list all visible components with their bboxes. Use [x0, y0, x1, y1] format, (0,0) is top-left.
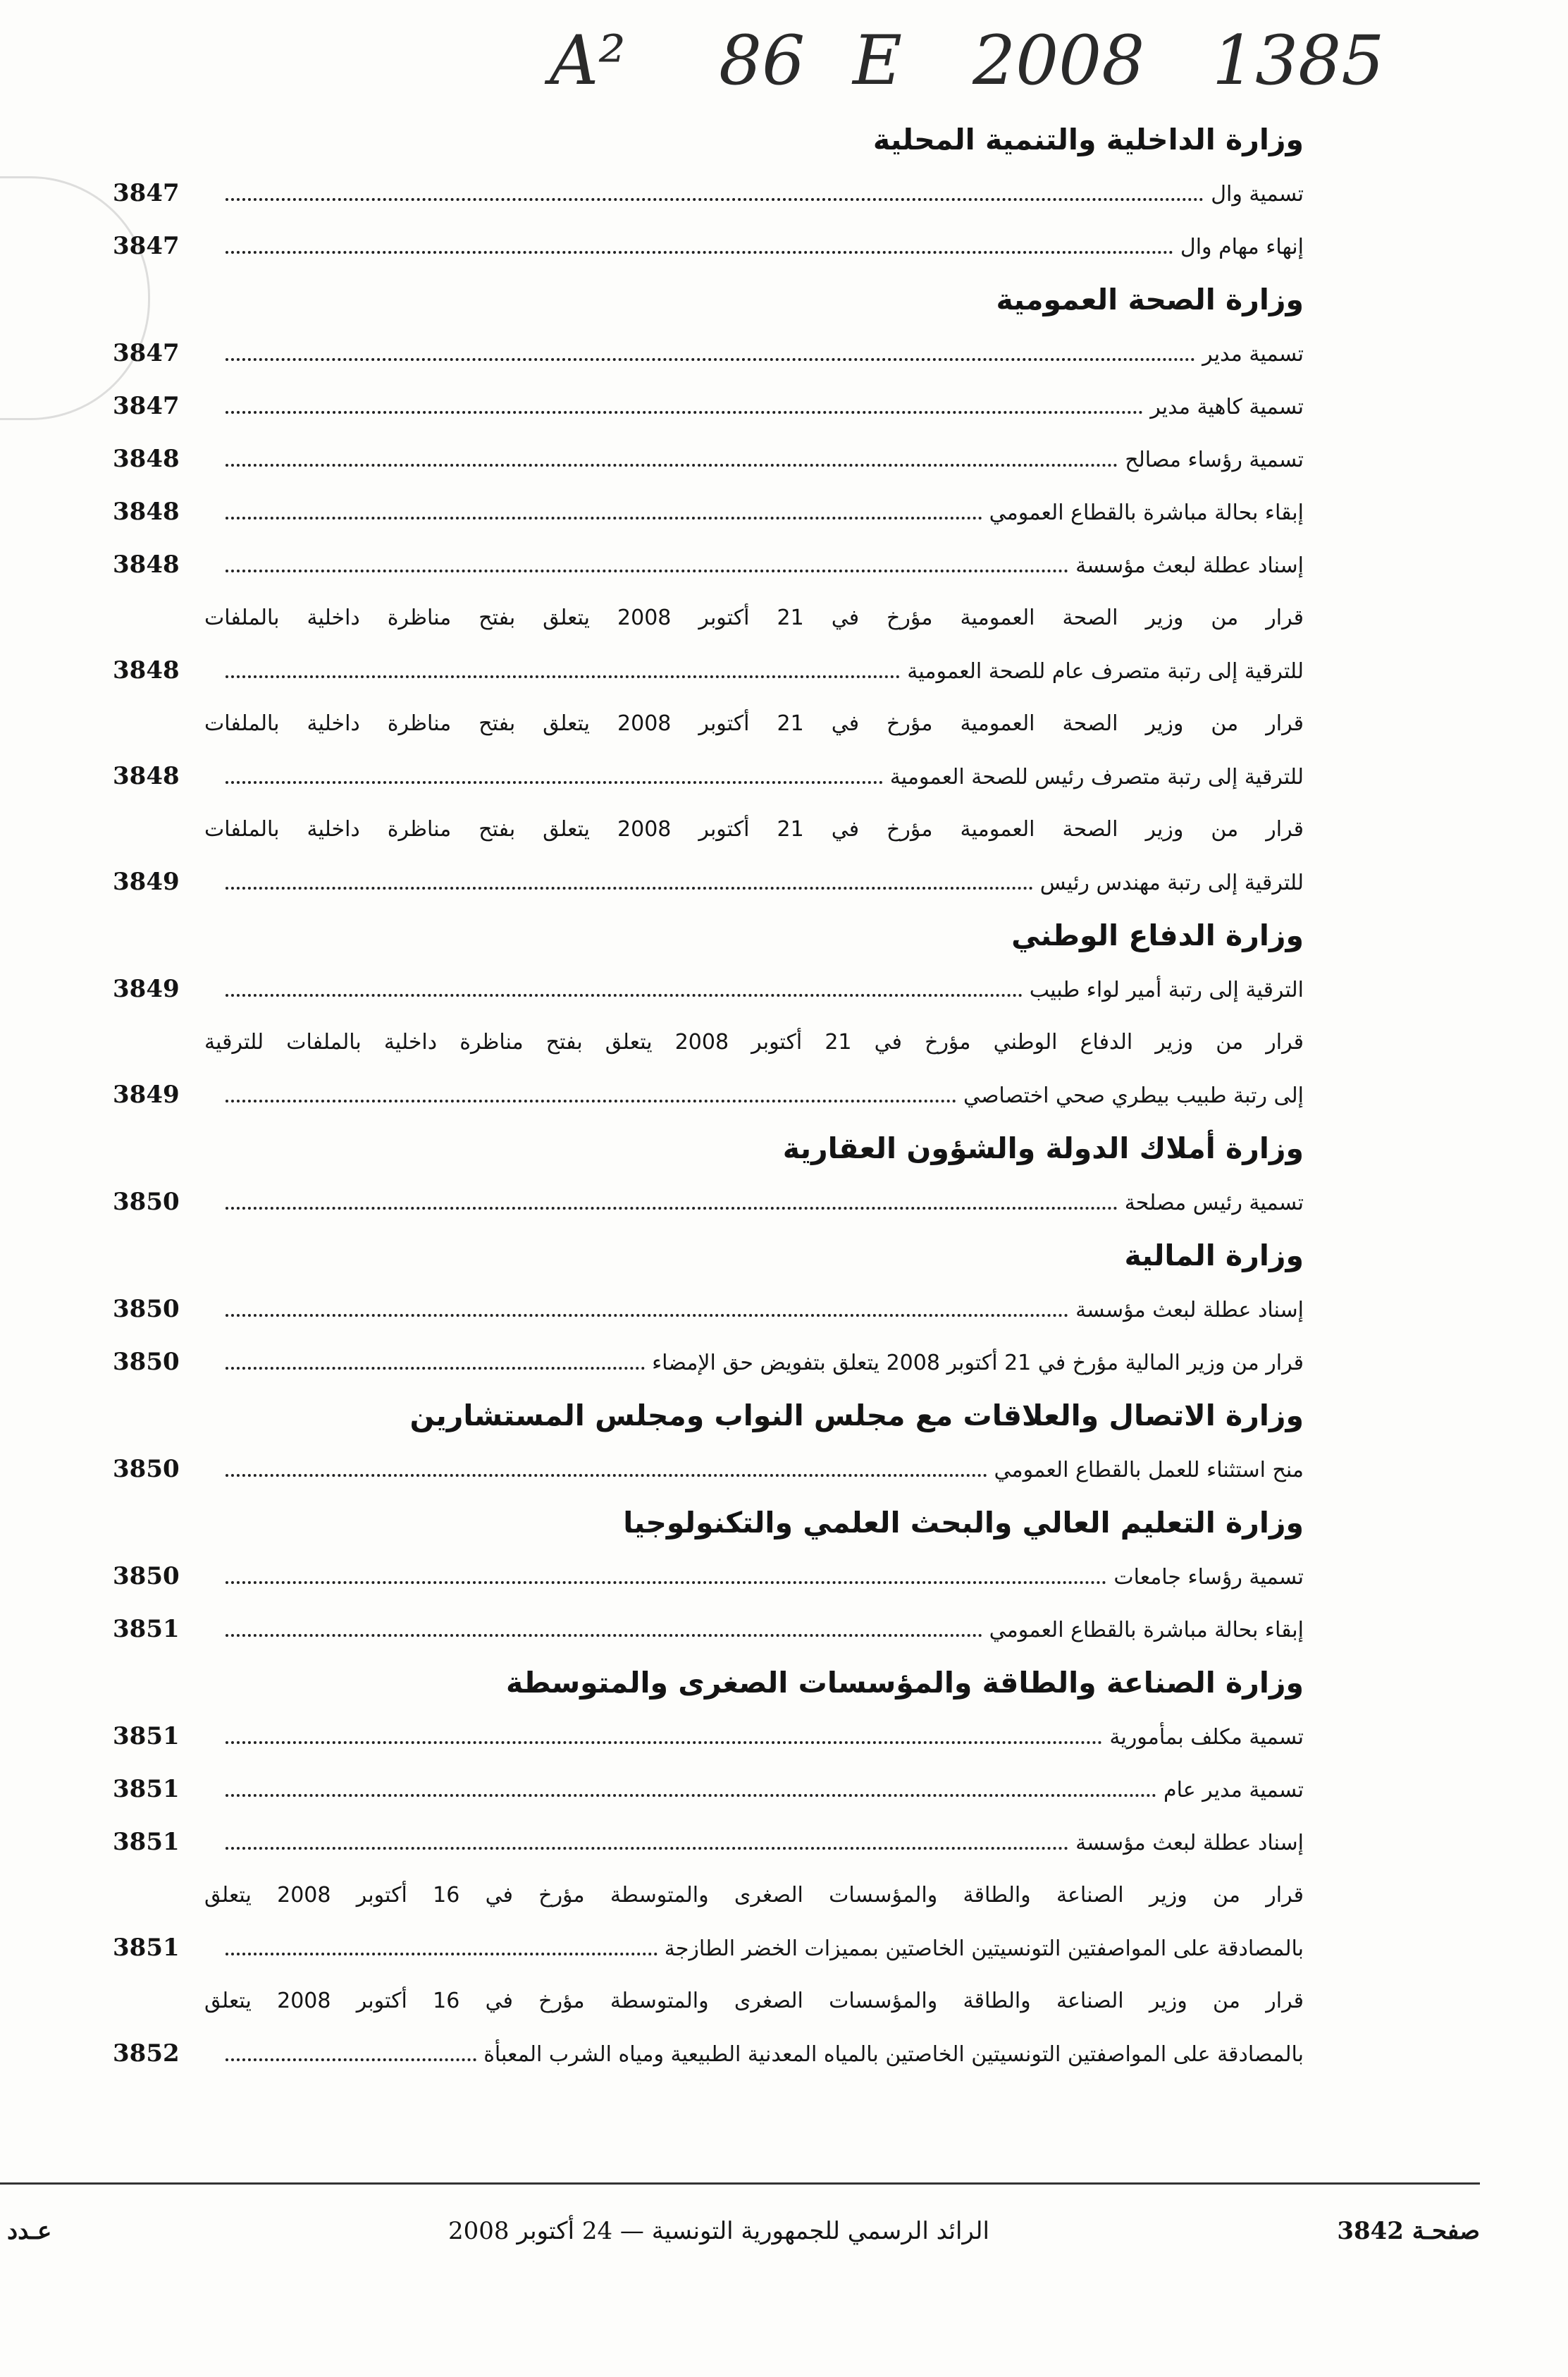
dot-leader — [226, 1741, 1102, 1744]
toc-entry-title: إسناد عطلة لبعث مؤسسة — [1075, 1298, 1304, 1322]
dot-leader — [226, 1794, 1156, 1797]
toc-entry-title: للترقية إلى رتبة متصرف رئيس للصحة العمومية — [889, 765, 1304, 790]
toc-page-number: 3848 — [113, 656, 180, 684]
dot-leader — [226, 358, 1195, 361]
toc-entry[interactable] — [113, 486, 1304, 539]
dot-leader — [226, 1474, 987, 1477]
dot-leader — [226, 1100, 956, 1102]
toc-entry-title: إسناد عطلة لبعث مؤسسة — [1075, 553, 1304, 578]
handwritten-year: 2008 — [973, 21, 1145, 100]
toc-entry-line: قرار من وزير الصناعة والطاقة والمؤسسات الصغرى والمتوسطة مؤرخ في 16 أكتوبر 2008 يتعلق — [204, 1883, 1304, 1908]
toc-entry[interactable] — [113, 963, 1304, 1016]
toc-page-number: 3847 — [113, 179, 180, 207]
toc-entry[interactable] — [113, 750, 1304, 803]
toc-page-number: 3848 — [113, 445, 180, 473]
toc-entry-line: قرار من وزير الصحة العمومية مؤرخ في 21 أكتوبر 2008 يتعلق بفتح مناظرة داخلية بالملفات — [204, 606, 1304, 630]
section-heading: وزارة أملاك الدولة والشؤون العقارية — [782, 1131, 1304, 1165]
toc-page-number: 3850 — [113, 1295, 180, 1323]
dot-leader — [226, 1314, 1068, 1317]
handwritten-letter: E — [853, 21, 903, 100]
section-heading: وزارة التعليم العالي والبحث العلمي والتكنولوجيا — [623, 1506, 1304, 1540]
toc-entry-title: للترقية إلى رتبة مهندس رئيس — [1039, 871, 1304, 895]
issue-label: عـدد — [7, 2217, 52, 2245]
dot-leader — [226, 781, 883, 784]
toc-entry-line: قرار من وزير الصناعة والطاقة والمؤسسات الصغرى والمتوسطة مؤرخ في 16 أكتوبر 2008 يتعلق — [204, 1989, 1304, 2013]
toc-entry[interactable] — [113, 1816, 1304, 1869]
footer-divider — [0, 2182, 1480, 2185]
toc-entry[interactable] — [113, 1443, 1304, 1496]
dot-leader — [226, 1634, 982, 1637]
toc-entry-title: إلى رتبة طبيب بيطري صحي اختصاصي — [963, 1083, 1304, 1108]
toc-entry-line: قرار من وزير الدفاع الوطني مؤرخ في 21 أكتوبر 2008 يتعلق بفتح مناظرة داخلية بالملفات للترقية — [204, 1030, 1304, 1055]
toc-entry-title: إنهاء مهام وال — [1180, 235, 1304, 259]
toc-entry-title: تسمية مدير — [1202, 342, 1304, 367]
section-heading: وزارة الصناعة والطاقة والمؤسسات الصغرى والمتوسطة — [506, 1666, 1304, 1700]
toc-entry-title: الترقية إلى رتبة أمير لواء طبيب — [1029, 978, 1304, 1002]
dot-leader — [226, 887, 1033, 890]
table-of-contents — [113, 113, 1304, 2080]
toc-page-number: 3849 — [113, 868, 180, 896]
toc-entry-title: تسمية كاهية مدير — [1150, 395, 1304, 419]
dot-leader — [226, 517, 982, 520]
dot-leader — [226, 198, 1204, 201]
dot-leader — [226, 1847, 1068, 1850]
toc-page-number: 3851 — [113, 1828, 180, 1856]
toc-page-number: 3849 — [113, 975, 180, 1003]
toc-entry[interactable] — [113, 327, 1304, 380]
toc-page-number: 3847 — [113, 392, 180, 420]
dot-leader — [226, 2058, 476, 2061]
toc-page-number: 3851 — [113, 1934, 180, 1962]
toc-entry-title: تسمية رئيس مصلحة — [1124, 1191, 1304, 1215]
section-heading: وزارة الصحة العمومية — [996, 283, 1304, 317]
toc-page-number: 3852 — [113, 2039, 180, 2068]
handwritten-code: A² — [550, 21, 626, 100]
toc-page-number: 3847 — [113, 232, 180, 260]
dot-leader — [226, 570, 1068, 572]
toc-page-number: 3848 — [113, 762, 180, 790]
handwritten-note — [0, 21, 1568, 120]
toc-entry[interactable] — [113, 2027, 1304, 2080]
dot-leader — [226, 464, 1118, 467]
dot-leader — [226, 994, 1023, 997]
toc-entry[interactable] — [113, 167, 1304, 220]
publication-title: الرائد الرسمي للجمهورية التونسية — 24 أكتوبر 2008 — [448, 2217, 989, 2245]
handwritten-ref: 1385 — [1212, 21, 1385, 100]
toc-page-number: 3850 — [113, 1348, 180, 1376]
toc-entry-title: تسمية مدير عام — [1163, 1778, 1304, 1802]
toc-entry[interactable] — [113, 1336, 1304, 1389]
toc-page-number: 3851 — [113, 1615, 180, 1643]
dot-leader — [226, 1581, 1106, 1584]
handwritten-number: 86 — [719, 21, 805, 100]
toc-entry[interactable] — [113, 1710, 1304, 1763]
toc-entry[interactable] — [113, 1922, 1304, 1974]
toc-entry[interactable] — [113, 1176, 1304, 1229]
toc-page-number: 3850 — [113, 1188, 180, 1216]
dot-leader — [226, 1953, 658, 1955]
toc-entry-title: إسناد عطلة لبعث مؤسسة — [1075, 1831, 1304, 1855]
toc-entry[interactable] — [113, 1603, 1304, 1656]
toc-entry-title: للترقية إلى رتبة متصرف عام للصحة العمومية — [907, 659, 1304, 684]
toc-entry-title: تسمية وال — [1211, 182, 1304, 207]
dot-leader — [226, 251, 1173, 254]
toc-entry[interactable] — [113, 1550, 1304, 1603]
toc-page-number: 3847 — [113, 339, 180, 367]
toc-page-number: 3850 — [113, 1562, 180, 1590]
toc-entry[interactable] — [113, 856, 1304, 909]
toc-page-number: 3851 — [113, 1722, 180, 1750]
toc-entry-line: قرار من وزير الصحة العمومية مؤرخ في 21 أكتوبر 2008 يتعلق بفتح مناظرة داخلية بالملفات — [204, 711, 1304, 736]
toc-page-number: 3848 — [113, 551, 180, 579]
dot-leader — [226, 1367, 645, 1370]
toc-entry[interactable] — [113, 539, 1304, 591]
toc-entry-title: إبقاء بحالة مباشرة بالقطاع العمومي — [989, 500, 1304, 525]
dot-leader — [226, 675, 900, 678]
toc-entry[interactable] — [113, 644, 1304, 697]
toc-entry-title: إبقاء بحالة مباشرة بالقطاع العمومي — [989, 1618, 1304, 1642]
toc-entry[interactable] — [113, 1283, 1304, 1336]
toc-page-number: 3850 — [113, 1455, 180, 1483]
section-heading: وزارة المالية — [1124, 1239, 1304, 1272]
dot-leader — [226, 1207, 1118, 1210]
toc-entry-title: قرار من وزير المالية مؤرخ في 21 أكتوبر 2008 يتعلق بتفويض حق الإمضاء — [652, 1351, 1304, 1375]
section-heading: وزارة الداخلية والتنمية المحلية — [872, 123, 1304, 156]
toc-entry-title: بالمصادقة على المواصفتين التونسيتين الخاصتين بمميزات الخضر الطازجة — [664, 1936, 1304, 1961]
toc-entry-title: تسمية رؤساء مصالح — [1125, 448, 1304, 472]
toc-entry[interactable] — [113, 1069, 1304, 1122]
toc-entry-title: منح استثناء للعمل بالقطاع العمومي — [994, 1458, 1304, 1482]
toc-entry-line: قرار من وزير الصحة العمومية مؤرخ في 21 أكتوبر 2008 يتعلق بفتح مناظرة داخلية بالملفات — [204, 817, 1304, 842]
toc-entry[interactable] — [113, 380, 1304, 433]
toc-page-number: 3849 — [113, 1081, 180, 1109]
toc-entry-title: بالمصادقة على المواصفتين التونسيتين الخاصتين بالمياه المعدنية الطبيعية ومياه الشرب المعبأة — [483, 2042, 1304, 2067]
toc-page-number: 3848 — [113, 498, 180, 526]
page-number-label: صفحـة 3842 — [1337, 2217, 1480, 2245]
section-heading: وزارة الدفاع الوطني — [1011, 919, 1304, 952]
toc-entry-title: تسمية مكلف بمأمورية — [1109, 1725, 1304, 1750]
toc-entry[interactable] — [113, 433, 1304, 486]
toc-entry[interactable] — [113, 220, 1304, 273]
page-footer — [0, 2217, 1480, 2266]
toc-entry-title: تسمية رؤساء جامعات — [1113, 1565, 1304, 1590]
toc-entry[interactable] — [113, 1763, 1304, 1816]
dot-leader — [226, 411, 1143, 414]
toc-page-number: 3851 — [113, 1775, 180, 1803]
section-heading: وزارة الاتصال والعلاقات مع مجلس النواب ومجلس المستشارين — [409, 1399, 1304, 1432]
